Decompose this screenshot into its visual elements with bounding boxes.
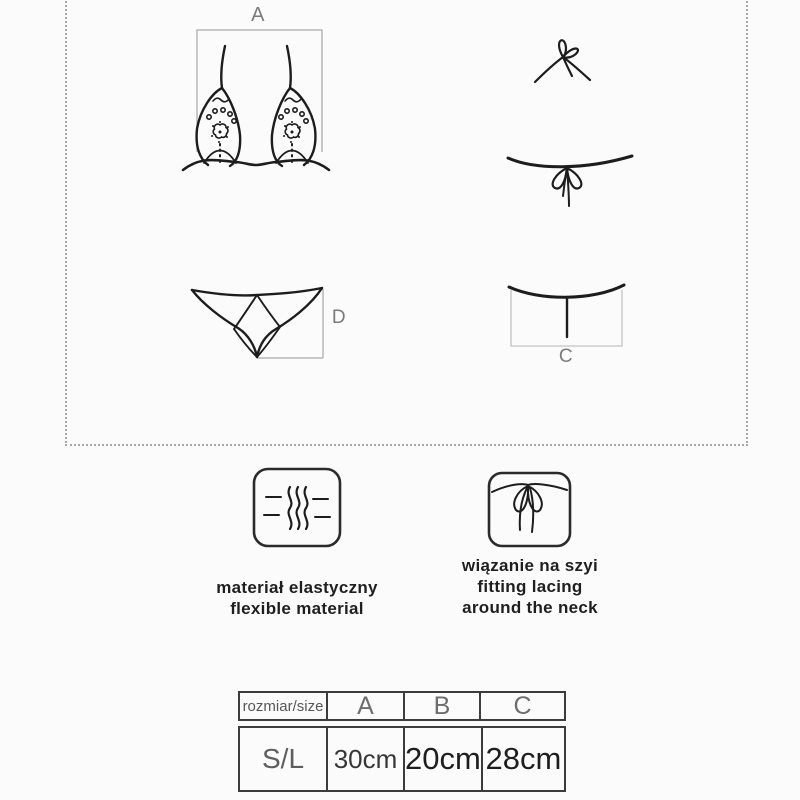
bra-outline	[183, 46, 329, 170]
flexible-material-caption	[197, 577, 397, 619]
caption-line: materiał elastyczny	[216, 578, 378, 597]
size-value-a: 30cm	[326, 728, 403, 790]
bra-top-front-drawing	[180, 22, 350, 182]
caption-line: flexible material	[230, 599, 364, 618]
thong-back-outline	[509, 285, 624, 337]
size-value-c: 28cm	[481, 728, 564, 790]
size-value-size: S/L	[261, 743, 305, 774]
panties-front-drawing	[185, 280, 350, 365]
panties-outline	[192, 288, 322, 357]
dimension-label-a: A	[251, 4, 265, 26]
neck-tie-bow	[535, 40, 590, 82]
measurement-diagram-panel	[65, 0, 748, 446]
caption-line: around the neck	[462, 598, 598, 617]
caption-line: wiązanie na szyi	[461, 556, 599, 575]
size-table-header-row	[238, 691, 566, 721]
panties-back-drawing	[505, 280, 635, 350]
bra-top-back-drawing	[505, 30, 635, 215]
size-table-header-b: B	[403, 693, 479, 719]
flexible-material-icon	[252, 467, 342, 548]
size-table-data-row	[238, 726, 566, 792]
size-value-b: 20cm	[403, 728, 481, 790]
size-table-header-c: C	[479, 693, 564, 719]
back-band-bow	[508, 156, 632, 206]
neck-lacing-icon	[487, 471, 572, 548]
dimension-label-c: C	[558, 346, 574, 367]
size-table	[238, 691, 566, 792]
size-table-header-a: A	[326, 693, 403, 719]
dimension-label-d: D	[331, 307, 347, 328]
size-table-header-size: rozmiar/size	[242, 697, 324, 715]
neck-lacing-caption	[430, 555, 630, 618]
caption-line: fitting lacing	[477, 577, 583, 596]
